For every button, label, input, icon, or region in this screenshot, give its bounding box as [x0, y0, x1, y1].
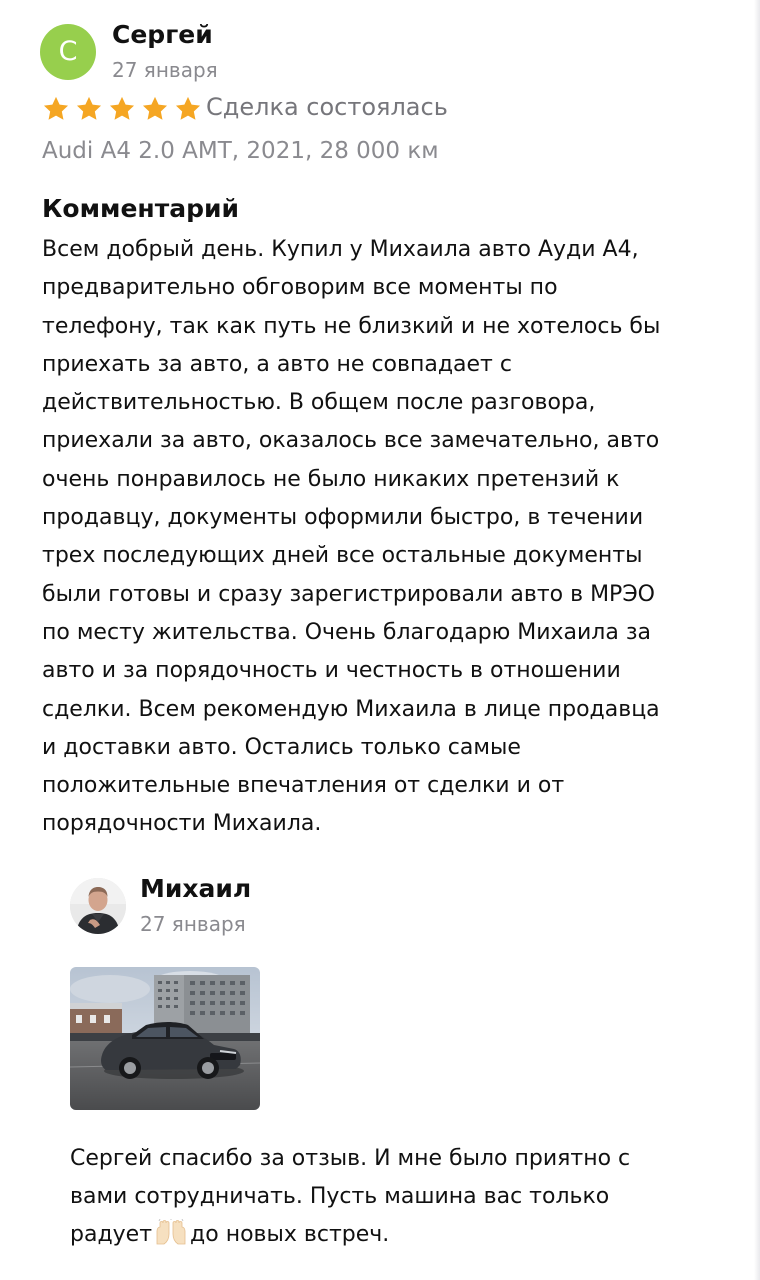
comment-heading: Комментарий [42, 194, 239, 223]
comment-line: приехать за авто, а авто не совпадает с [42, 351, 512, 377]
comment-line: очень понравилось не было никаких претензий к [42, 466, 620, 492]
comment-line: приехали за авто, оказалось все замечательно, авто [42, 428, 660, 454]
star-icon [42, 95, 70, 123]
comment-line: предварительно обговорим все моменты по [42, 275, 558, 301]
reply-date: 27 января [140, 912, 246, 936]
car-info[interactable]: Audi A4 2.0 AMT, 2021, 28 000 км [42, 138, 439, 164]
author-avatar[interactable]: С [40, 24, 96, 80]
comment-line: сделки. Всем рекомендую Михаила в лице продавца [42, 696, 660, 722]
reply-author-avatar[interactable] [70, 878, 126, 934]
comment-line: трех последующих дней все остальные документы [42, 543, 643, 569]
rating-stars [42, 94, 207, 124]
star-icon [108, 95, 136, 123]
reply-line [70, 1216, 730, 1254]
comment-text [42, 231, 742, 844]
review-date: 27 января [112, 58, 218, 82]
comment-line: были готовы и сразу зарегистрировали авто в МРЭО [42, 581, 655, 607]
star-icon [75, 95, 103, 123]
comment-line: телефону, так как путь не близкий и не хотелось бы [42, 313, 661, 339]
raising-hands-icon [153, 1219, 189, 1245]
comment-line: по месту жительства. Очень благодарю Михаила за [42, 619, 652, 645]
reply-author-name[interactable]: Михаил [140, 874, 252, 903]
reply-line: вами сотрудничать. Пусть машина вас только [70, 1184, 610, 1209]
star-icon [174, 95, 202, 123]
reply-line: Сергей спасибо за отзыв. И мне было приятно с [70, 1146, 631, 1171]
reply-line-part: радует [70, 1222, 153, 1247]
comment-line: положительные впечатления от сделки и от [42, 773, 565, 799]
comment-line: Всем добрый день. Купил у Михаила авто Ауди А4, [42, 237, 639, 262]
reply-car-photo[interactable] [70, 967, 260, 1110]
reply-text [70, 1140, 730, 1254]
comment-line: продавцу, документы оформили быстро, в течении [42, 505, 644, 531]
comment-line: порядочности Михаила. [42, 811, 322, 837]
reply-line-part: до новых встреч. [190, 1222, 390, 1247]
scroll-edge-shadow [754, 0, 760, 1280]
comment-line: и доставки авто. Остались только самые [42, 734, 521, 760]
comment-line: действительностью. В общем после разговора, [42, 390, 596, 416]
comment-line: авто и за порядочность и честность в отношении [42, 658, 621, 684]
author-name[interactable]: Сергей [112, 20, 213, 49]
star-icon [141, 95, 169, 123]
deal-status: Сделка состоялась [206, 93, 448, 121]
